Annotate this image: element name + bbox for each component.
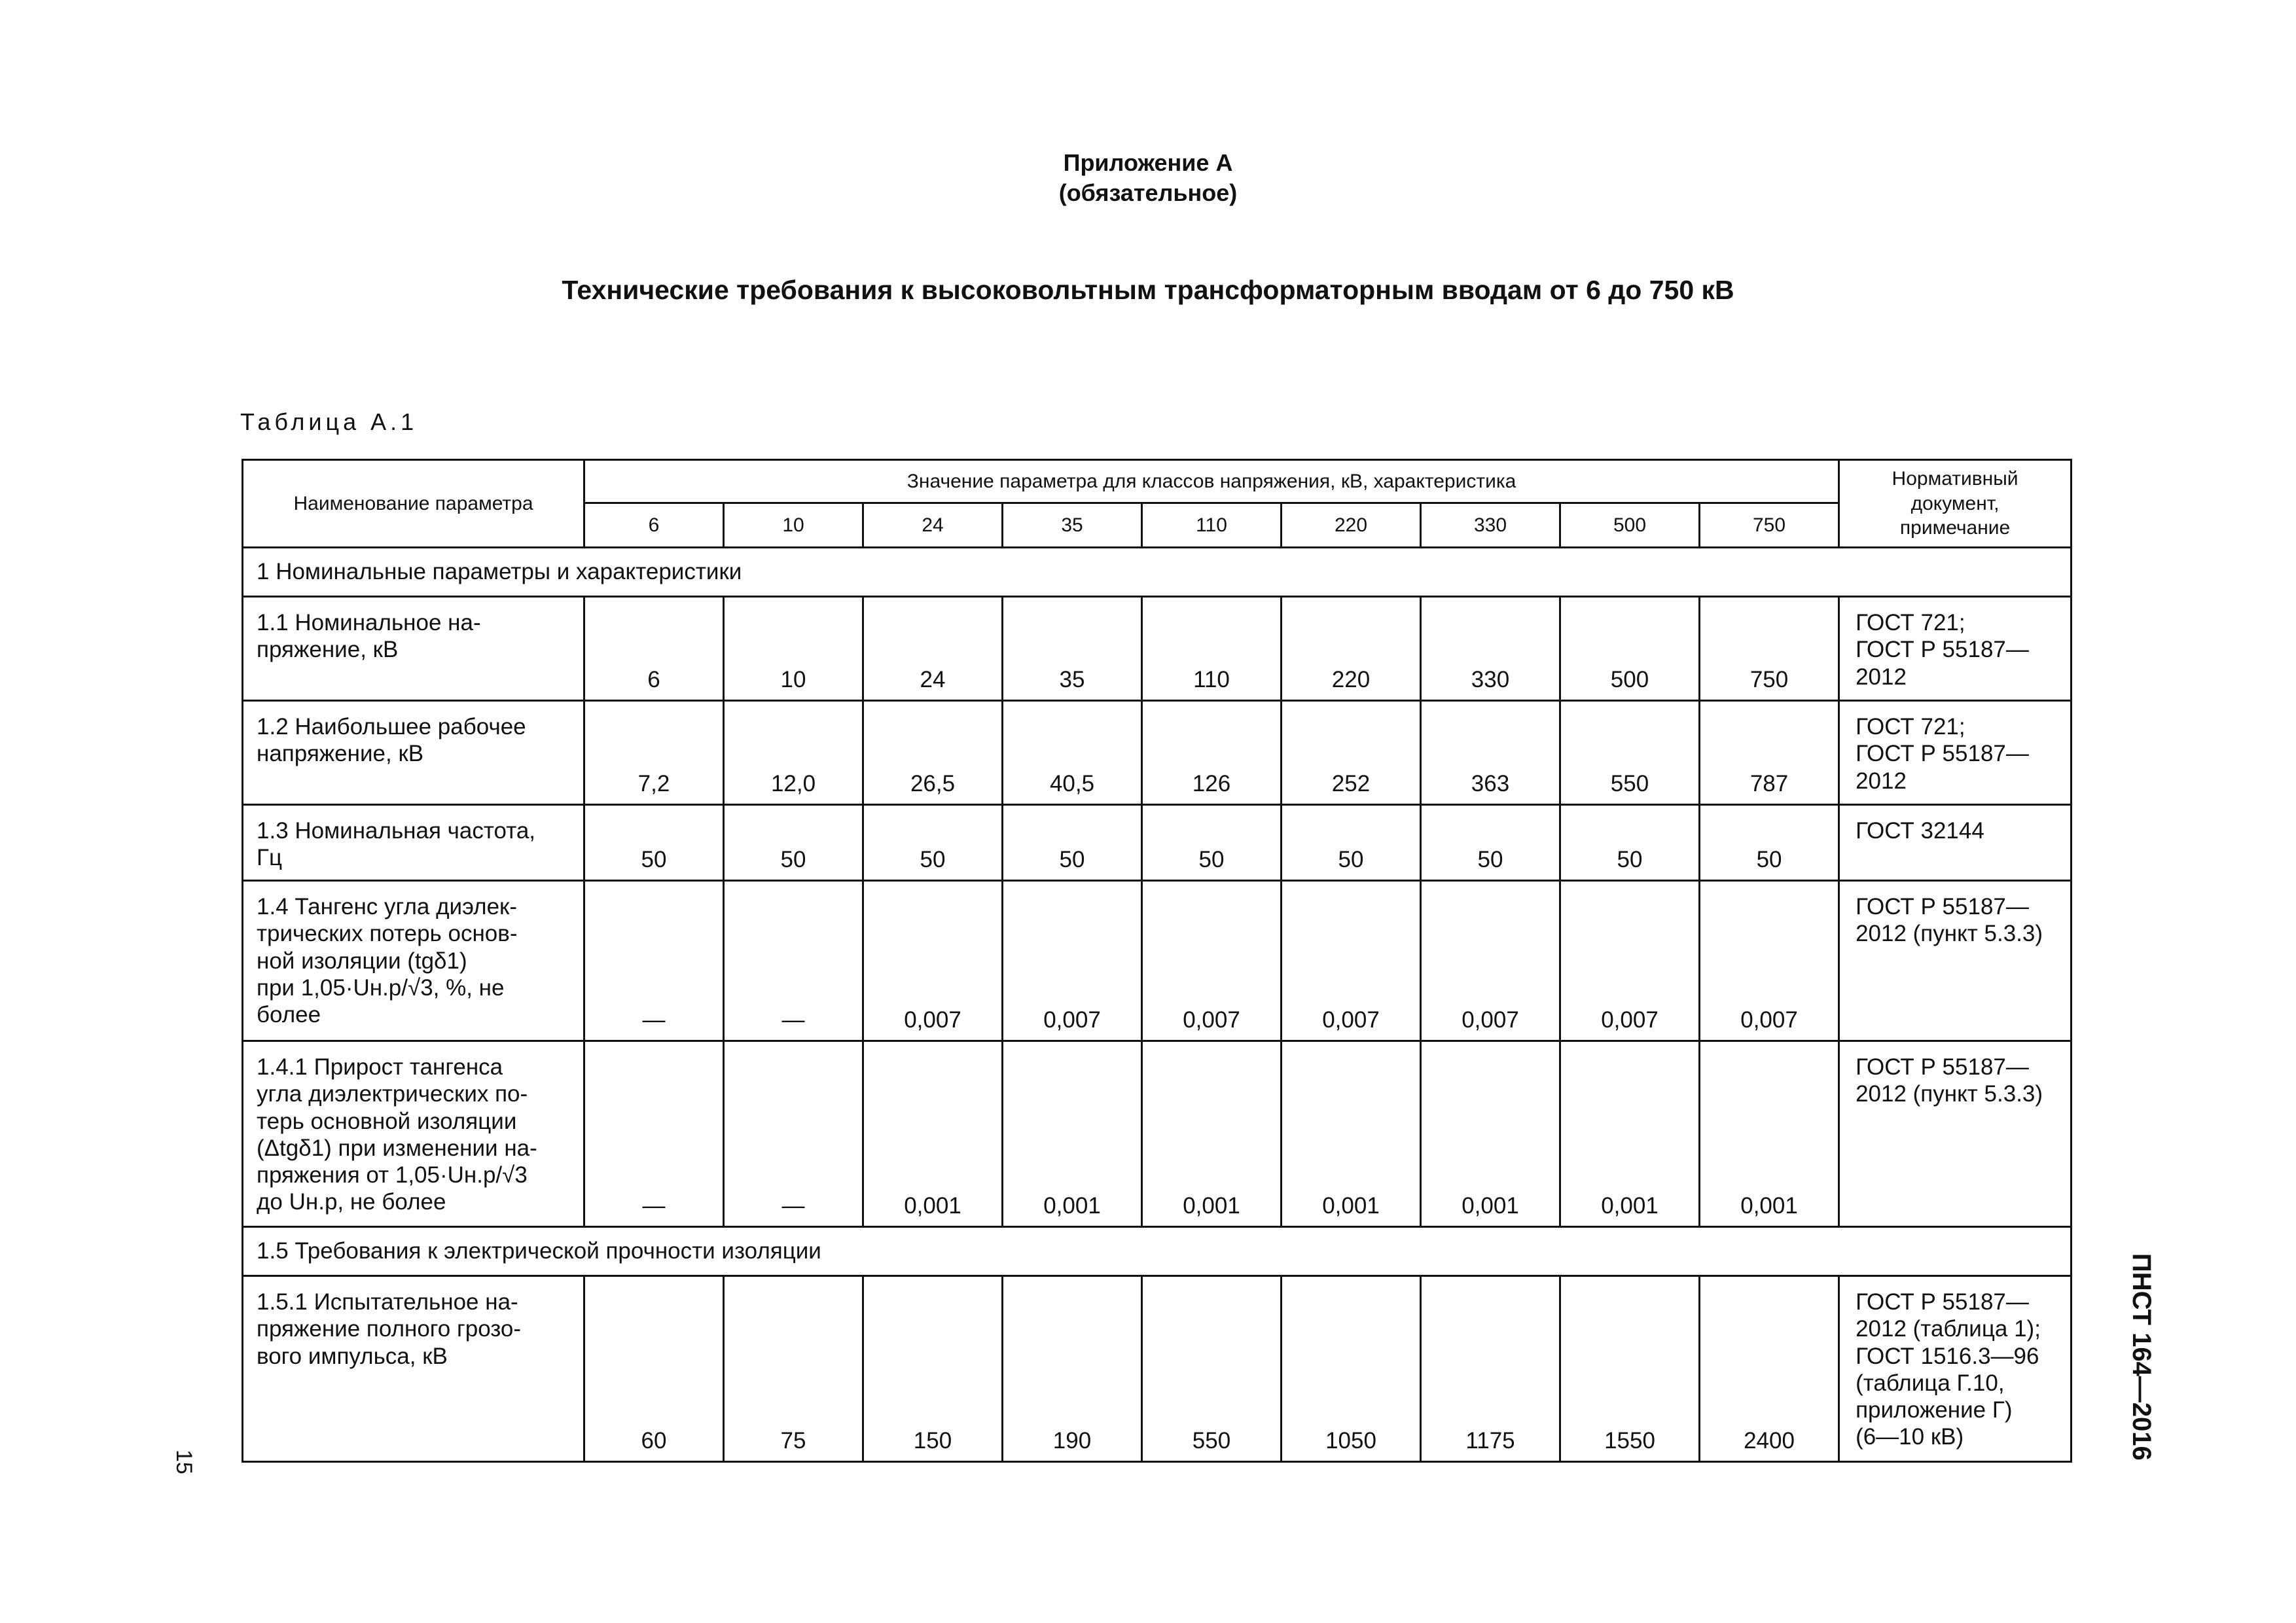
appendix-status: (обязательное)	[1058, 179, 1238, 206]
column-header-values: Значение параметра для классов напряжения, кВ, характеристика	[584, 460, 1839, 503]
value-cell: 190	[1003, 1276, 1142, 1462]
column-header-document	[1839, 460, 2072, 548]
value-cell: 50	[1700, 805, 1839, 881]
value-cell: 50	[724, 805, 863, 881]
value-cell: 0,001	[1560, 1041, 1700, 1227]
value-cell: 0,007	[1700, 881, 1839, 1041]
value-cell: 110	[1142, 597, 1282, 701]
value-cell: 50	[1421, 805, 1560, 881]
value-cell: 550	[1142, 1276, 1282, 1462]
value-cell: 10	[724, 597, 863, 701]
voltage-class-cell: 500	[1560, 503, 1700, 548]
parameter-name: 1.3 Номинальная частота, Гц	[243, 805, 584, 881]
value-cell: 0,007	[1560, 881, 1700, 1041]
table-row	[243, 881, 2072, 1041]
voltage-class-cell: 750	[1700, 503, 1839, 548]
requirements-table	[242, 459, 2072, 1463]
value-cell: 7,2	[584, 701, 724, 805]
value-cell: 252	[1282, 701, 1421, 805]
value-cell: 6	[584, 597, 724, 701]
value-cell: 12,0	[724, 701, 863, 805]
value-cell: 50	[1003, 805, 1142, 881]
value-cell: —	[724, 1041, 863, 1227]
table-row	[243, 805, 2072, 881]
value-cell: 40,5	[1003, 701, 1142, 805]
voltage-class-cell: 10	[724, 503, 863, 548]
value-cell: 50	[1560, 805, 1700, 881]
value-cell: 75	[724, 1276, 863, 1462]
value-cell: 1550	[1560, 1276, 1700, 1462]
document-reference: ГОСТ 721; ГОСТ Р 55187— 2012	[1839, 597, 2072, 701]
table-row	[243, 597, 2072, 701]
section-title: 1 Номинальные параметры и характеристики	[243, 548, 2072, 597]
parameter-name: 1.1 Номинальное на- пряжение, кВ	[243, 597, 584, 701]
value-cell: 0,007	[1003, 881, 1142, 1041]
value-cell: 220	[1282, 597, 1421, 701]
value-cell: 0,007	[1421, 881, 1560, 1041]
voltage-class-cell: 220	[1282, 503, 1421, 548]
value-cell: 0,001	[1421, 1041, 1560, 1227]
value-cell: 1175	[1421, 1276, 1560, 1462]
value-cell: 363	[1421, 701, 1560, 805]
voltage-class-cell: 330	[1421, 503, 1560, 548]
voltage-class-cell: 110	[1142, 503, 1282, 548]
voltage-class-cell: 35	[1003, 503, 1142, 548]
value-cell: 50	[584, 805, 724, 881]
value-cell: 150	[863, 1276, 1003, 1462]
value-cell: —	[584, 881, 724, 1041]
value-cell: 500	[1560, 597, 1700, 701]
document-reference: ГОСТ Р 55187— 2012 (пункт 5.3.3)	[1839, 881, 2072, 1041]
value-cell: 0,001	[1142, 1041, 1282, 1227]
parameter-name: 1.5.1 Испытательное на- пряжение полного грозо- вого импульса, кВ	[243, 1276, 584, 1462]
value-cell: 0,007	[1142, 881, 1282, 1041]
value-cell: 50	[863, 805, 1003, 881]
voltage-class-cell: 24	[863, 503, 1003, 548]
value-cell: 50	[1282, 805, 1421, 881]
value-cell: 126	[1142, 701, 1282, 805]
table-row	[243, 1276, 2072, 1462]
document-code: ПНСТ 164—2016	[2127, 1253, 2156, 1461]
value-cell: —	[584, 1041, 724, 1227]
page-number: 15	[171, 1450, 196, 1474]
value-cell: 1050	[1282, 1276, 1421, 1462]
document-reference: ГОСТ Р 55187— 2012 (пункт 5.3.3)	[1839, 1041, 2072, 1227]
value-cell: 787	[1700, 701, 1839, 805]
value-cell: 0,001	[1003, 1041, 1142, 1227]
value-cell: 24	[863, 597, 1003, 701]
document-title: Технические требования к высоковольтным трансформаторным вводам от 6 до 750 кВ	[562, 275, 1734, 305]
value-cell: 0,001	[1700, 1041, 1839, 1227]
value-cell: 60	[584, 1276, 724, 1462]
section-title: 1.5 Требования к электрической прочности изоляции	[243, 1227, 2072, 1276]
column-header-parameter: Наименование параметра	[243, 460, 584, 548]
document-reference: ГОСТ 32144	[1839, 805, 2072, 881]
parameter-name: 1.4 Тангенс угла диэлек- трических потерь основ- ной изоляции (tgδ1) при 1,05·Uн.р/√3, %, не более	[243, 881, 584, 1041]
parameter-name: 1.2 Наибольшее рабочее напряжение, кВ	[243, 701, 584, 805]
value-cell: 550	[1560, 701, 1700, 805]
value-cell: —	[724, 881, 863, 1041]
value-cell: 26,5	[863, 701, 1003, 805]
value-cell: 0,007	[863, 881, 1003, 1041]
voltage-class-cell: 6	[584, 503, 724, 548]
table-row	[243, 1041, 2072, 1227]
table-caption: Таблица А.1	[240, 408, 418, 435]
value-cell: 2400	[1700, 1276, 1839, 1462]
section-row	[243, 1227, 2072, 1276]
section-row	[243, 548, 2072, 597]
appendix-title: Приложение А	[1063, 149, 1233, 176]
value-cell: 0,001	[863, 1041, 1003, 1227]
column-header-document-text: Нормативный документ, примечание	[1892, 468, 2018, 539]
value-cell: 330	[1421, 597, 1560, 701]
value-cell: 35	[1003, 597, 1142, 701]
document-reference: ГОСТ 721; ГОСТ Р 55187— 2012	[1839, 701, 2072, 805]
value-cell: 50	[1142, 805, 1282, 881]
value-cell: 0,007	[1282, 881, 1421, 1041]
value-cell: 750	[1700, 597, 1839, 701]
table-row	[243, 701, 2072, 805]
document-reference: ГОСТ Р 55187— 2012 (таблица 1); ГОСТ 1516.3—96 (таблица Г.10, приложение Г) (6—10 кВ)	[1839, 1276, 2072, 1462]
parameter-name: 1.4.1 Прирост тангенса угла диэлектрических по- терь основной изоляции (Δtgδ1) при изменении на- пряжения от 1,05·Uн.р/√3 до Uн.р, не более	[243, 1041, 584, 1227]
value-cell: 0,001	[1282, 1041, 1421, 1227]
